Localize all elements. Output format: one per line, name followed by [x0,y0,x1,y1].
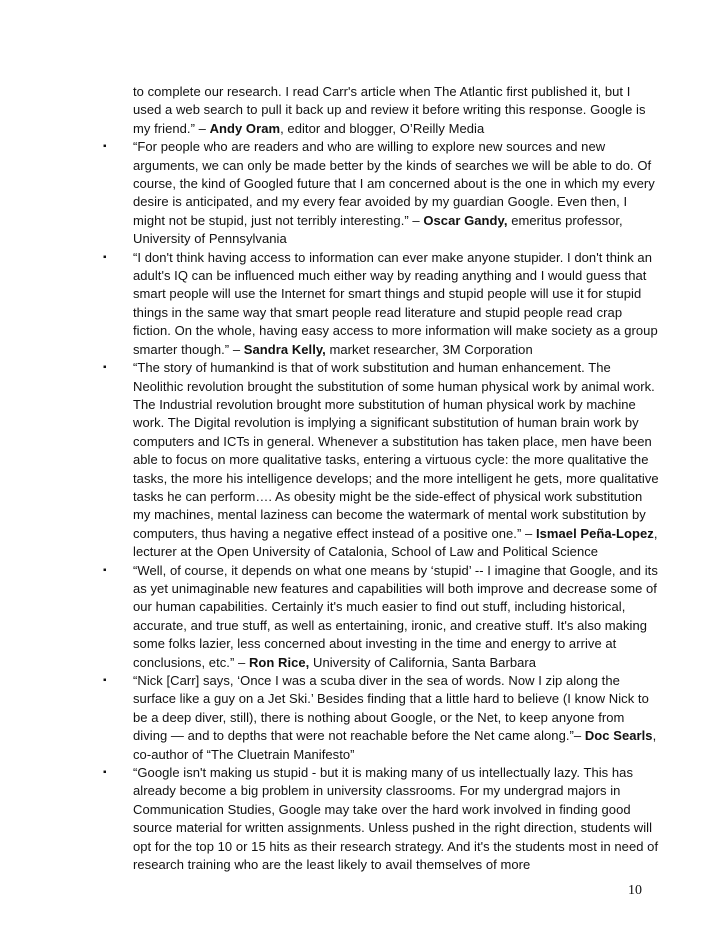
quote-author: Sandra Kelly, [243,341,326,357]
list-item [100,249,660,359]
quote-author: Ron Rice, [248,654,310,670]
quote-text: “Well, of course, it depends on what one means by ‘stupid’ -- I imagine that Google, and its as yet unimaginable new features and capabilities will both improve and decrease some of our human capabilities. Certainly it's much easier to find out stuff, including historical, accurate, and true stuff, as well as entertaining, ironic, and creative stuff. It's also making some folks lazier, less concerned about investing in the time and energy to arrive at conclusions, etc.” – [133,562,658,670]
list-item [100,672,660,764]
list-item [100,562,660,672]
quote-text: “Google isn't making us stupid - but it is making many of us intellectually lazy. This has already become a big problem in university classrooms. For my undergrad majors in Communication Studies, Google may take over the hard work involved in finding good source material for written assignments. Unless pushed in the right direction, students will opt for the top 10 or 15 hits as their research strategy. And it's the students most in need of research training who are the least likely to avail themselves of more [133,765,659,873]
list-item [100,764,660,874]
bullet-icon: ▪ [103,767,107,779]
quote-affiliation: emeritus professor, University of Pennsylvania [133,212,623,247]
quote-affiliation: market researcher, 3M Corporation [325,341,533,357]
list-item [100,138,660,248]
quote-author: Oscar Gandy, [423,212,508,228]
quote-affiliation: University of California, Santa Barbara [309,654,537,670]
list-item [100,359,660,561]
bullet-icon: ▪ [103,675,107,686]
bullet-icon: ▪ [103,141,107,153]
quote-text: “For people who are readers and who are willing to explore new sources and new arguments, we can only be made better by the kinds of searches we will be able to do. Of course, the kind of Googled future that I am concerned about is the one in which my every desire is anticipated, and my every fear avoided by my guardian Google. Even then, I might not be stupid, just not terribly interesting.” – [133,139,655,228]
page-number: 10 [628,883,642,898]
quote-text: to complete our research. I read Carr's article when The Atlantic first published it, but I used a web search to pull it back up and review it before writing this response. Google is my friend.” – [133,84,646,136]
quote-author: Doc Searls [584,728,653,744]
quote-affiliation: , editor and blogger, O’Reilly Media [280,120,485,136]
quote-affiliation: , co-author of “The Cluetrain Manifesto” [133,728,657,762]
quote-text: “I don't think having access to information can ever make anyone stupider. I don't think an adult's IQ can be influenced much either way by reading anything and I would guess that smart people will use the Internet for smart things and stupid people will use it for stupid things in the same way that smart people read literature and stupid people read crap fiction. On the whole, having easy access to more information will make society as a group smarter though.” – [133,249,658,357]
quote-affiliation: , lecturer at the Open University of Catalonia, School of Law and Political Science [133,525,658,560]
quote-author: Andy Oram [209,120,281,136]
quote-author: Ismael Peña-Lopez [535,525,654,541]
list-item [100,83,660,138]
bullet-icon: ▪ [103,362,107,374]
quote-text: “Nick [Carr] says, ‘Once I was a scuba diver in the sea of words. Now I zip along the surface like a guy on a Jet Ski.’ Besides finding that a little hard to believe (I know Nick to be a deep diver, still), there is nothing about Google, or the Net, to keep anyone from diving — and to depths that were not reachable before the Net came along.”– [133,673,649,744]
bullet-icon: ▪ [103,564,107,576]
quote-text: “The story of humankind is that of work substitution and human enhancement. The Neolithic revolution brought the substitution of some human physical work by animal work. The Industrial revolution brought more substitution of human physical work by machine work. The Digital revolution is implying a significant substitution of human brain work by computers and ICTs in general. Whenever a substitution has taken place, men have been able to focus on more qualitative tasks, entering a virtuous cycle: the more qualitative the tasks, the more his intelligence develops; and the more intelligent he gets, more qualitative tasks he can perform…. As obesity might be the side-effect of physical work substitution my machines, mental laziness can become the watermark of mental work substitution by computers, thus having a negative effect instead of a positive one.” – [133,360,659,541]
document-body [100,83,660,874]
bullet-icon: ▪ [103,251,107,263]
